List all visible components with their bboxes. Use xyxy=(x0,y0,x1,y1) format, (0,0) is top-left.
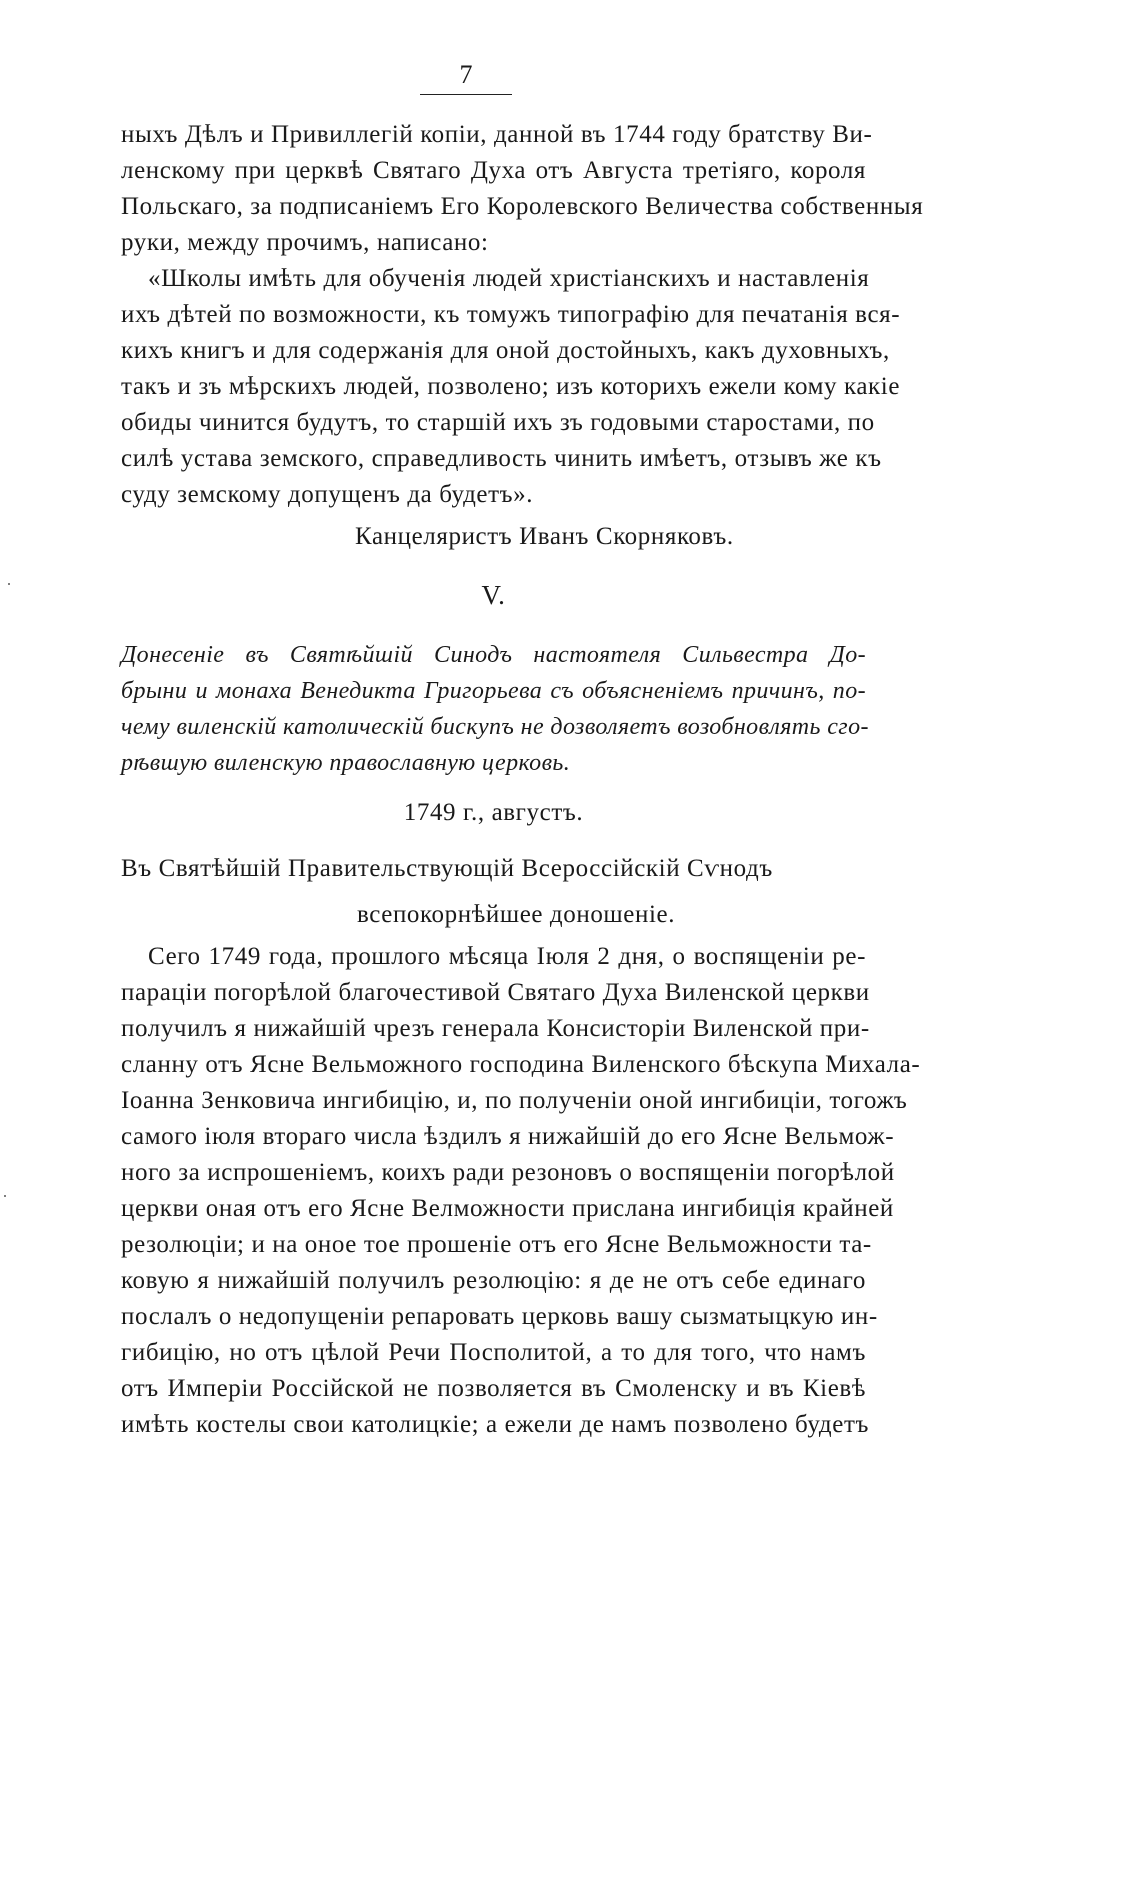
text-line: церкви оная отъ его Ясне Велможности прислана ингибиція крайней xyxy=(121,1195,894,1222)
heading-line: Донесеніе въ Святѣйшій Синодъ настоятеля Сильвестра До- xyxy=(121,642,866,668)
text-line: Сего 1749 года, прошлого мѣсяца Іюля 2 дня, о воспященіи ре- xyxy=(148,943,866,970)
text-line: ленскому при церквѣ Святаго Духа отъ Августа третіяго, короля xyxy=(121,157,866,184)
heading-line: брыни и монаха Венедикта Григорьева съ объясненіемъ причинъ, по- xyxy=(121,678,866,704)
text-line: обиды чинится будутъ, то старшій ихъ зъ годовыми старостами, по xyxy=(121,409,875,436)
section-numeral: V. xyxy=(481,580,506,610)
text-line: Іоанна Зенковича ингибицію, и, по полученіи оной ингибиціи, тогожъ xyxy=(121,1087,908,1114)
text-line: получилъ я нижайшій чрезъ генерала Консисторіи Виленской при- xyxy=(121,1015,870,1042)
text-line: руки, между прочимъ, написано: xyxy=(121,229,489,256)
text-line: ного за испрошеніемъ, коихъ ради резоновъ о воспященіи погорѣлой xyxy=(121,1159,895,1186)
scan-speck xyxy=(8,583,10,585)
text-line: параціи погорѣлой благочестивой Святаго Духа Виленской церкви xyxy=(121,979,870,1006)
text-line: кихъ книгъ и для содержанія для оной достойныхъ, какъ духовныхъ, xyxy=(121,337,890,364)
text-line: ковую я нижайшій получилъ резолюцію: я де не отъ себе единаго xyxy=(121,1267,866,1294)
text-line: силѣ устава земского, справедливость чинить имѣетъ, отзывъ же къ xyxy=(121,445,882,472)
signature: Канцеляристъ Иванъ Скорняковъ. xyxy=(355,523,734,550)
heading-line: рѣвшую виленскую православную церковь. xyxy=(121,750,571,776)
heading-line: чему виленскій католическій бискупъ не дозволяетъ возобновлять сго- xyxy=(121,714,869,740)
text-line: послалъ о недопущеніи репаровать церковь вашу сызматыцкую ин- xyxy=(121,1303,878,1330)
address-line: Въ Святѣйшій Правительствующій Всероссійскій Сѵнодъ xyxy=(121,855,773,882)
text-line: резолюціи; и на оное тое прошеніе отъ его Ясне Вельможности та- xyxy=(121,1231,872,1258)
text-line: имѣть костелы свои католицкіе; а ежели де намъ позволено будетъ xyxy=(121,1411,869,1438)
text-line: «Школы имѣть для обученія людей христіанскихъ и наставленія xyxy=(148,265,870,292)
page-number-rule xyxy=(420,94,512,95)
text-line: сланну отъ Ясне Вельможного господина Виленского бѣскупа Михала- xyxy=(121,1051,921,1078)
document-date: 1749 г., августъ. xyxy=(403,799,584,826)
scan-speck xyxy=(4,1195,6,1197)
text-line: отъ Имперіи Россійской не позволяется въ Смоленску и въ Кіевѣ xyxy=(121,1375,866,1402)
text-line: гибицію, но отъ цѣлой Речи Посполитой, а то для того, что намъ xyxy=(121,1339,866,1366)
page-number: 7 xyxy=(459,60,473,89)
text-line: такъ и зъ мѣрскихъ людей, позволено; изъ которихъ ежели кому какіе xyxy=(121,373,901,400)
text-line: ныхъ Дѣлъ и Привиллегій копіи, данной въ 1744 году братству Ви- xyxy=(121,121,873,148)
address-line: всепокорнѣйшее доношеніе. xyxy=(357,901,676,928)
text-line: ихъ дѣтей по возможности, къ томужъ типографію для печатанія вся- xyxy=(121,301,901,328)
text-line: самого іюля втораго числа ѣздилъ я нижайшій до его Ясне Вельмож- xyxy=(121,1123,895,1150)
text-line: суду земскому допущенъ да будетъ». xyxy=(121,481,534,508)
text-line: Польскаго, за подписаніемъ Его Королевского Величества собственныя xyxy=(121,193,924,220)
